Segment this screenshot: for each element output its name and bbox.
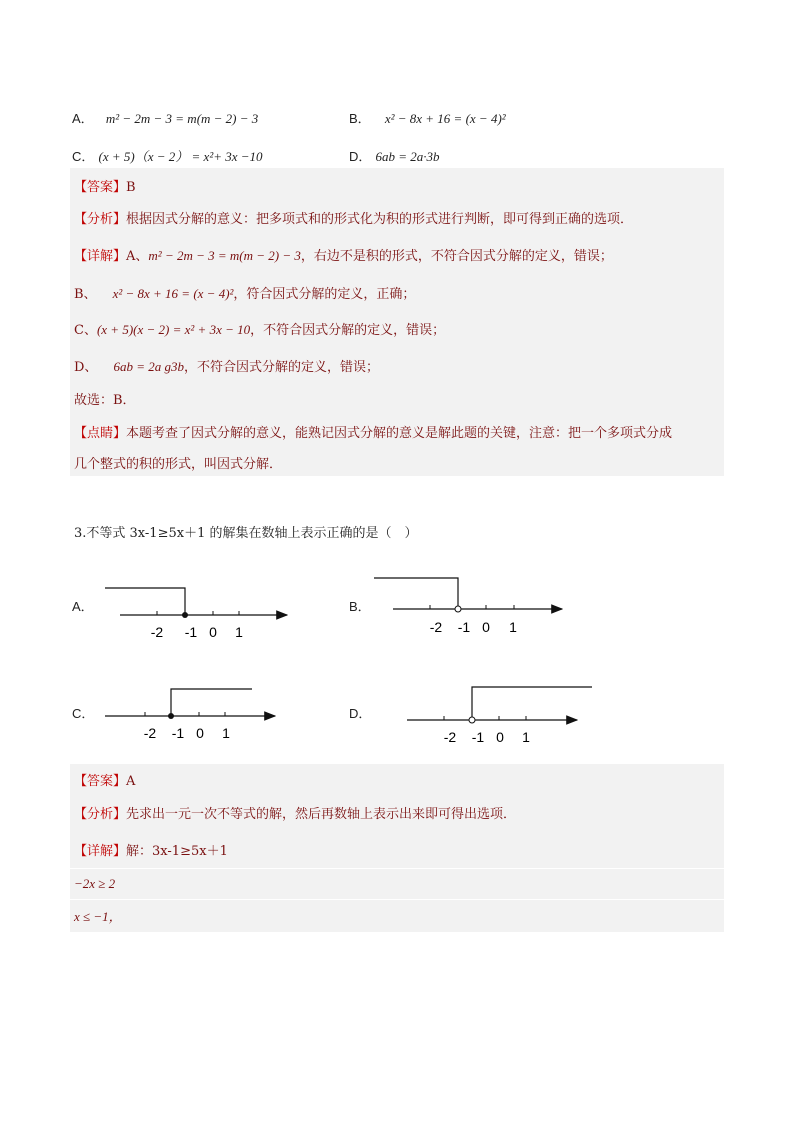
option-a bbox=[72, 108, 258, 127]
number-line-c bbox=[100, 680, 280, 748]
numberline-option-b-label: B． bbox=[349, 599, 371, 614]
numberline-option-d-label: D． bbox=[349, 706, 372, 721]
tick-label: -1 bbox=[457, 619, 471, 635]
tick-label: 1 bbox=[522, 729, 530, 745]
detail-a-prefix: A、 bbox=[126, 249, 149, 264]
tick-label: -2 bbox=[443, 729, 457, 745]
detail-c-line bbox=[74, 319, 445, 338]
q3-step-1 bbox=[74, 876, 115, 892]
tick-label: 1 bbox=[509, 619, 517, 635]
solid-point bbox=[168, 713, 174, 719]
comment-line-2 bbox=[74, 453, 282, 472]
step-1-expression: −2x ≥ 2 bbox=[74, 876, 116, 891]
comment-tag: 【点睛】 bbox=[74, 425, 127, 440]
tick-label: 1 bbox=[235, 624, 243, 640]
detail-a-line bbox=[74, 245, 613, 264]
tick-label: -1 bbox=[471, 729, 485, 745]
step-2-expression: x ≤ −1， bbox=[74, 909, 122, 924]
open-point bbox=[455, 606, 461, 612]
detail-tag: 【详解】 bbox=[74, 843, 127, 858]
question-3-text: 3.不等式 3x-1≥5x＋1 的解集在数轴上表示正确的是（ ） bbox=[74, 526, 418, 541]
solution-bracket bbox=[105, 588, 185, 615]
q3-step-2 bbox=[74, 906, 122, 925]
choose-text: 故选：B． bbox=[74, 393, 136, 408]
option-expression: 6ab = 2a·3b bbox=[375, 149, 440, 164]
tick-label: -1 bbox=[184, 624, 198, 640]
detail-d-expression: 6ab = 2a g3b bbox=[113, 359, 184, 374]
tick-label: 0 bbox=[209, 624, 217, 640]
choose-line bbox=[74, 389, 136, 408]
q3-detail-line bbox=[74, 840, 228, 859]
solution-bracket bbox=[171, 689, 252, 716]
numberline-option-a-label: A． bbox=[72, 599, 94, 614]
solution-bracket bbox=[472, 687, 592, 717]
answer-value: B bbox=[126, 180, 136, 195]
option-b bbox=[349, 108, 506, 127]
tick-label: -2 bbox=[150, 624, 164, 640]
open-point bbox=[469, 717, 475, 723]
detail-b-prefix: B、 bbox=[74, 287, 97, 302]
numberline-option-c-label: C． bbox=[72, 706, 95, 721]
detail-a-expression: m² − 2m − 3 = m(m − 2) − 3 bbox=[148, 248, 301, 263]
detail-d-prefix: D、 bbox=[74, 360, 98, 375]
tick-label: -2 bbox=[143, 725, 157, 741]
option-letter: B． bbox=[349, 111, 371, 126]
comment-text-1: 本题考查了因式分解的意义，能熟记因式分解的意义是解此题的关键，注意：把一个多项式分成 bbox=[126, 426, 673, 441]
number-line-d bbox=[400, 680, 595, 752]
option-expression: x² − 8x + 16 = (x − 4)² bbox=[384, 111, 506, 126]
tick-label: 0 bbox=[482, 619, 490, 635]
detail-c-prefix: C、 bbox=[74, 323, 97, 338]
detail-b-expression: x² − 8x + 16 = (x − 4)² bbox=[112, 286, 234, 301]
question-3-stem bbox=[74, 522, 417, 541]
option-c bbox=[72, 146, 263, 165]
detail-b-line bbox=[74, 283, 415, 302]
detail-tag: 【详解】 bbox=[74, 248, 127, 263]
tick-label: -2 bbox=[429, 619, 443, 635]
analysis-tag: 【分析】 bbox=[74, 806, 127, 821]
analysis-text: 根据因式分解的意义：把多项式和的形式化为积的形式进行判断，即可得到正确的选项． bbox=[126, 212, 634, 227]
detail-c-expression: (x + 5)(x − 2) = x² + 3x − 10 bbox=[96, 322, 251, 337]
tick-label: 1 bbox=[222, 725, 230, 741]
detail-d-line bbox=[74, 356, 379, 375]
number-line-b bbox=[370, 570, 570, 642]
option-letter: C． bbox=[72, 149, 95, 164]
analysis-text: 先求出一元一次不等式的解，然后再数轴上表示出来即可得出选项． bbox=[126, 807, 517, 822]
detail-b-text: ，符合因式分解的定义，正确； bbox=[233, 287, 416, 302]
answer-line bbox=[74, 176, 136, 195]
option-expression: m² − 2m − 3 = m(m − 2) − 3 bbox=[105, 111, 259, 126]
option-letter: A． bbox=[72, 111, 94, 126]
detail-c-text: ，不符合因式分解的定义，错误； bbox=[250, 323, 446, 338]
analysis-tag: 【分析】 bbox=[74, 211, 127, 226]
detail-expression: 3x-1≥5x＋1 bbox=[152, 844, 228, 859]
comment-line-1 bbox=[74, 422, 672, 441]
row-divider bbox=[70, 899, 724, 900]
detail-intro: 解： bbox=[126, 844, 153, 859]
option-letter: D． bbox=[349, 149, 372, 164]
answer-tag: 【答案】 bbox=[74, 179, 127, 194]
answer-tag: 【答案】 bbox=[74, 773, 127, 788]
option-d bbox=[349, 146, 440, 165]
tick-label: 0 bbox=[196, 725, 204, 741]
analysis-line bbox=[74, 208, 633, 227]
tick-label: -1 bbox=[171, 725, 185, 741]
q3-analysis-line bbox=[74, 803, 516, 822]
solid-point bbox=[182, 612, 188, 618]
comment-text-2: 几个整式的积的形式，叫因式分解． bbox=[74, 457, 283, 472]
solution-bracket bbox=[374, 578, 458, 606]
tick-label: 0 bbox=[496, 729, 504, 745]
detail-d-text: ，不符合因式分解的定义，错误； bbox=[183, 360, 379, 375]
q3-answer-line bbox=[74, 770, 135, 789]
number-line-a bbox=[95, 578, 305, 646]
option-expression: (x + 5)（x − 2） = x²+ 3x −10 bbox=[98, 149, 263, 164]
row-divider bbox=[70, 868, 724, 869]
answer-value: A bbox=[126, 774, 136, 789]
detail-a-text: ，右边不是积的形式，不符合因式分解的定义，错误； bbox=[300, 249, 613, 264]
